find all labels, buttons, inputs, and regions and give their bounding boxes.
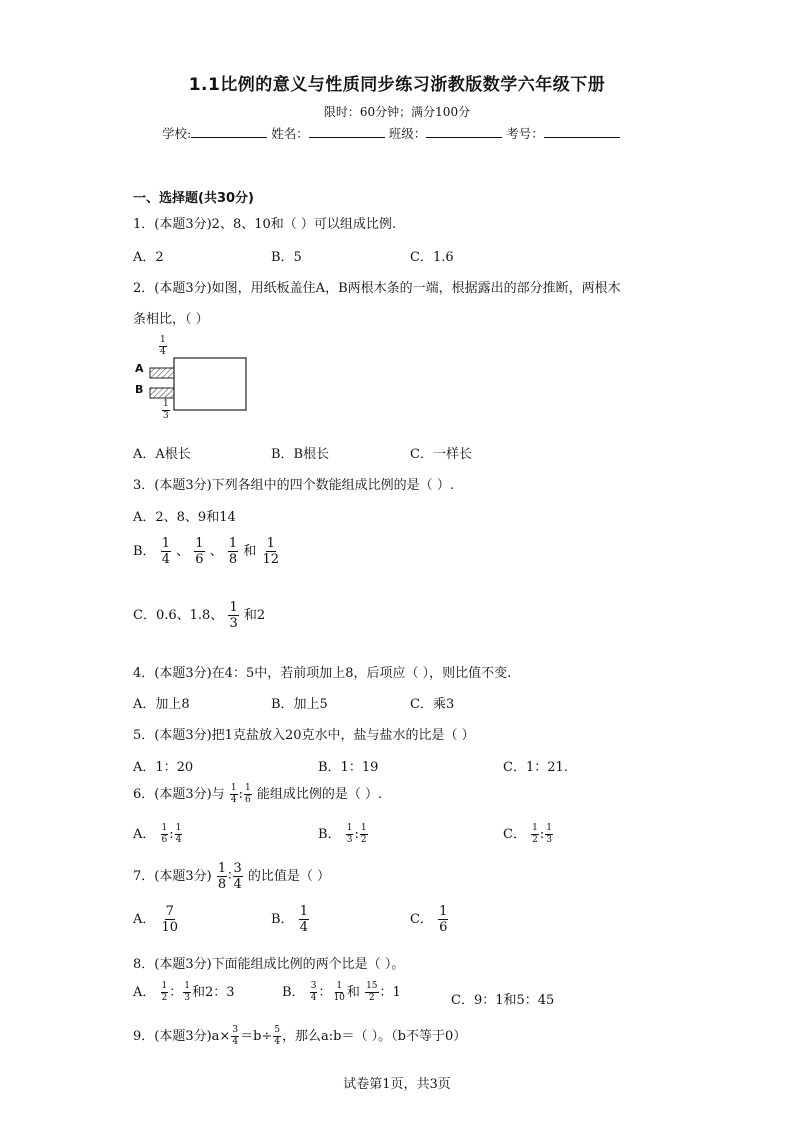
q8-option-b[interactable]: B． $\frac{3}{4}$ ： $\frac{1}{10}$ 和 $\frac{15}{2}$ ：1 — [282, 981, 401, 1003]
q7-option-a[interactable]: A． $\frac{7}{10}$ — [133, 904, 179, 935]
q2-stem-line2: 条相比，（ ） — [133, 312, 209, 327]
section-heading: 一、选择题(共30分) — [133, 191, 254, 206]
q2-option-c[interactable]: C．一样长 — [410, 447, 472, 462]
q9-stem: 9．(本题3分)a× $\frac{3}{4}$ ＝b÷ $\frac{5}{4}$ ，那么a:b＝（ ）。（b不等于0） — [133, 1025, 467, 1047]
student-info-line — [162, 124, 620, 142]
q2-option-b[interactable]: B．B根长 — [271, 447, 330, 462]
page-footer: 试卷第1页，共3页 — [343, 1077, 451, 1092]
q3-option-b[interactable]: B． $\frac{1}{4}$ 、 $\frac{1}{6}$ 、 $\frac{1}{8}$ 和 $\frac{1}{12}$ — [133, 536, 279, 567]
q1-option-a[interactable]: A．2 — [133, 250, 164, 265]
strip-b — [150, 388, 176, 398]
q5-option-a[interactable]: A．1：20 — [133, 760, 194, 775]
q2-wood-figure — [130, 336, 255, 430]
q8-option-a[interactable]: A． $\frac{1}{2}$ ： $\frac{1}{3}$ 和2：3 — [133, 981, 235, 1003]
q5-option-b[interactable]: B．1：19 — [318, 760, 379, 775]
label-b: B — [135, 383, 144, 396]
q5-stem: 5．(本题3分)把1克盐放入20克水中，盐与盐水的比是（ ） — [133, 728, 475, 743]
q6-option-b[interactable]: B． $\frac{1}{3}$ : $\frac{1}{2}$ — [318, 823, 367, 845]
top-fraction: $\frac{1}{4}$ — [160, 335, 166, 357]
q8-stem: 8．(本题3分)下面能组成比例的两个比是（ ）。 — [133, 957, 405, 972]
q3-option-c[interactable]: C．0.6、1.8、 $\frac{1}{3}$ 和2 — [133, 600, 266, 631]
exam-no-label: 考号： — [506, 126, 544, 141]
q5-option-c[interactable]: C．1：21. — [503, 760, 568, 775]
q3-stem: 3．(本题3分)下列各组中的四个数能组成比例的是（ ）. — [133, 478, 454, 493]
q3-option-a[interactable]: A．2、8、9和14 — [133, 510, 236, 525]
q7-stem: 7．(本题3分) $\frac{1}{8}$ ∶ $\frac{3}{4}$ 的比值是（ ） — [133, 861, 331, 892]
name-label: 姓名： — [271, 126, 309, 141]
time-limit: 限时：60分钟；满分100分 — [323, 105, 471, 119]
q7-option-c[interactable]: C． $\frac{1}{6}$ — [410, 904, 448, 935]
cardboard-cover — [174, 358, 246, 410]
q1-option-c[interactable]: C．1.6 — [410, 250, 454, 265]
page-title: 1.1比例的意义与性质同步练习浙教版数学六年级下册 — [188, 75, 606, 95]
strip-a — [150, 368, 176, 378]
q6-option-a[interactable]: A． $\frac{1}{6}$ : $\frac{1}{4}$ — [133, 823, 182, 845]
wood-strips-diagram — [130, 336, 255, 430]
bottom-fraction: $\frac{1}{3}$ — [163, 399, 169, 421]
q4-option-b[interactable]: B．加上5 — [271, 697, 328, 712]
q1-option-b[interactable]: B．5 — [271, 250, 302, 265]
q2-stem-line1: 2．(本题3分)如图，用纸板盖住A，B两根木条的一端，根据露出的部分推断，两根木 — [133, 281, 621, 296]
school-label: 学校: — [162, 126, 192, 141]
q4-option-c[interactable]: C．乘3 — [410, 697, 455, 712]
label-a: A — [135, 362, 144, 375]
q8-option-c[interactable]: C．9：1和5：45 — [451, 993, 555, 1008]
q6-option-c[interactable]: C． $\frac{1}{2}$ : $\frac{1}{3}$ — [503, 823, 552, 845]
q2-option-a[interactable]: A．A根长 — [133, 447, 191, 462]
q1-stem: 1．(本题3分)2、8、10和（ ）可以组成比例. — [133, 217, 397, 232]
name-blank[interactable] — [309, 125, 385, 138]
class-blank[interactable] — [426, 125, 502, 138]
class-label: 班级： — [388, 126, 427, 141]
q4-stem: 4．(本题3分)在4：5中，若前项加上8，后项应（ ），则比值不变. — [133, 666, 512, 681]
q7-option-b[interactable]: B． $\frac{1}{4}$ — [271, 904, 308, 935]
school-blank[interactable] — [191, 125, 267, 138]
q4-option-a[interactable]: A．加上8 — [133, 697, 190, 712]
q6-stem: 6．(本题3分)与 $\frac{1}{4}$ : $\frac{1}{6}$ 能组成比例的是（ ）. — [133, 783, 383, 805]
exam-no-blank[interactable] — [544, 125, 620, 138]
